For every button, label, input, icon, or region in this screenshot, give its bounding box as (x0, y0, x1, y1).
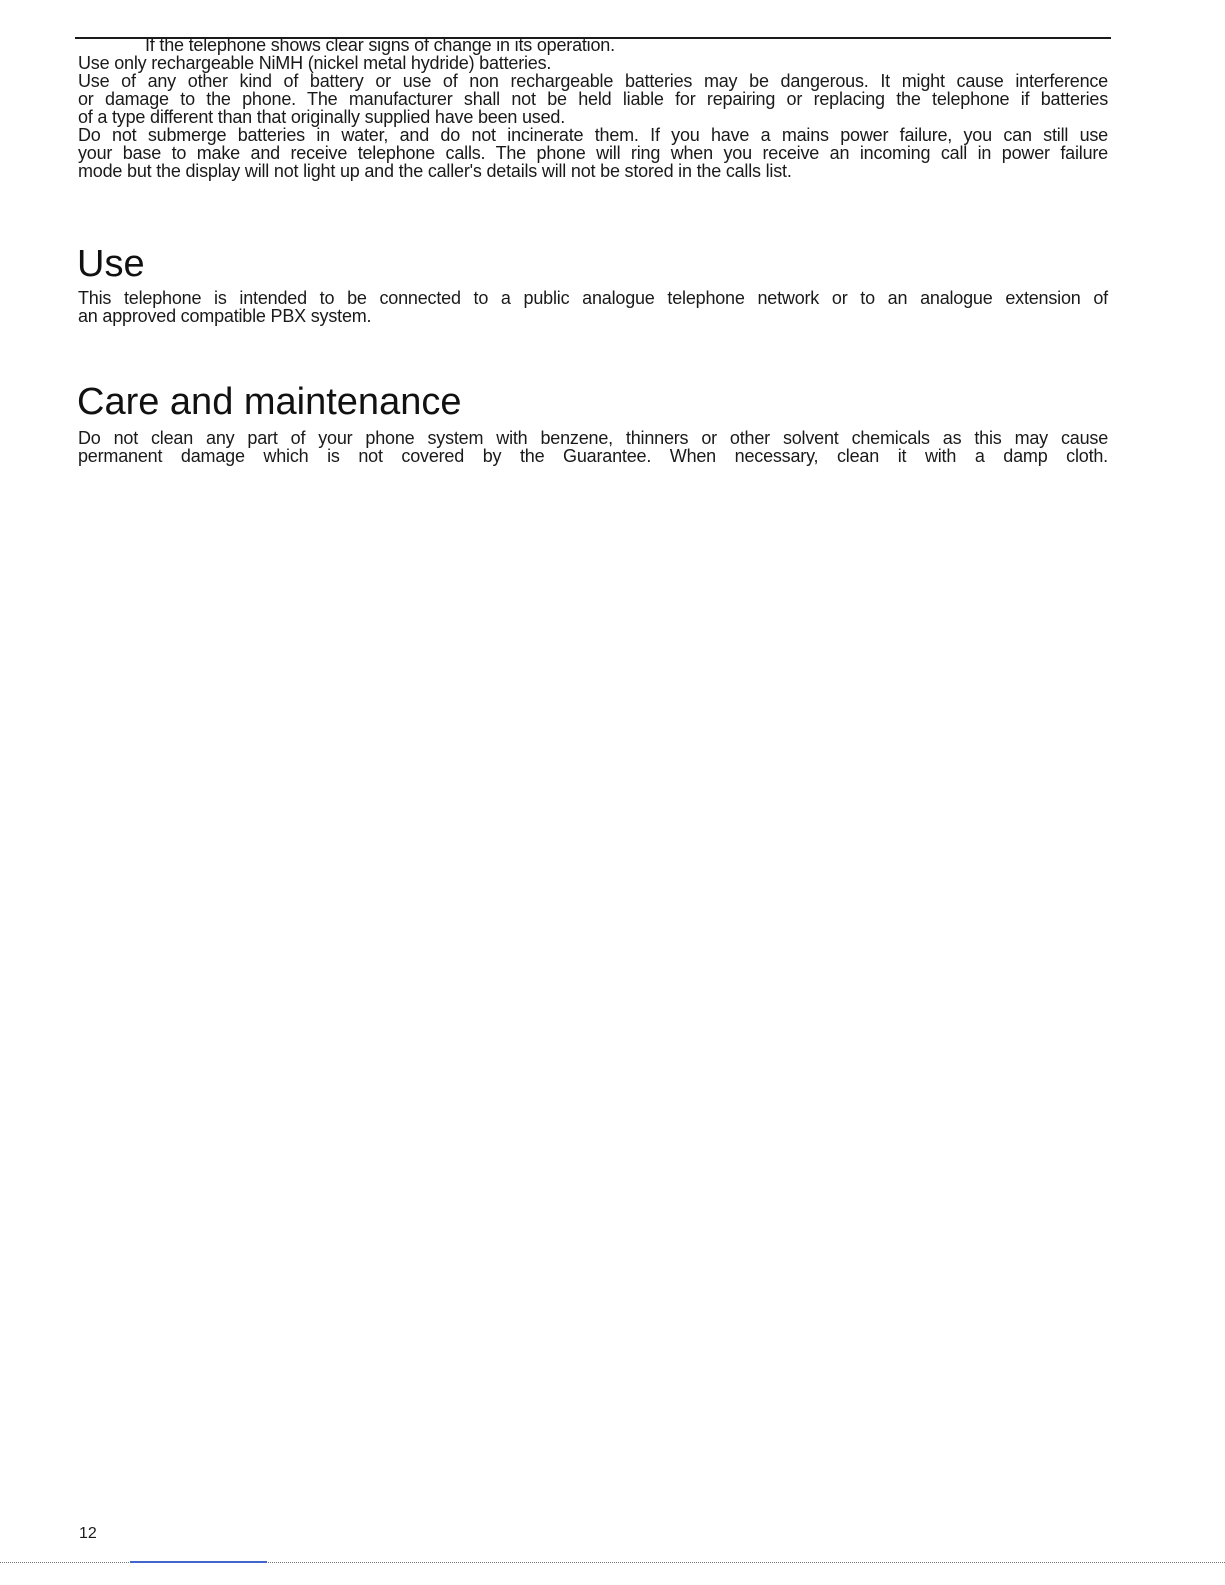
text-line: This telephone is intended to be connected to a public analogue telephone network or to an analogue extension of (78, 288, 1108, 308)
care-maintenance-heading: Care and maintenance (77, 381, 462, 423)
text-line: Do not submerge batteries in water, and do not incinerate them. If you have a mains power failure, you can still use (78, 125, 1108, 145)
battery-safety-text (78, 36, 1108, 180)
text-line: an approved compatible PBX system. (78, 306, 372, 326)
page-number: 12 (79, 1525, 97, 1542)
bottom-link-rule (130, 1561, 267, 1563)
text-line: mode but the display will not light up and the caller's details will not be stored in the calls list. (78, 161, 792, 181)
text-line: your base to make and receive telephone calls. The phone will ring when you receive an incoming call in power failure (78, 143, 1108, 163)
text-line: or damage to the phone. The manufacturer shall not be held liable for repairing or replacing the telephone if batteries (78, 89, 1108, 109)
text-line: Use only rechargeable NiMH (nickel metal hydride) batteries. (78, 53, 552, 73)
text-line: If the telephone shows clear signs of change in its operation. (145, 35, 615, 55)
text-line: Use of any other kind of battery or use of non rechargeable batteries may be dangerous. It might cause interference (78, 71, 1108, 91)
text-line: of a type different than that originally supplied have been used. (78, 107, 566, 127)
use-text (78, 289, 1108, 325)
care-maintenance-text (78, 429, 1108, 465)
text-line: Do not clean any part of your phone system with benzene, thinners or other solvent chemicals as this may cause (78, 428, 1108, 448)
text-line: permanent damage which is not covered by the Guarantee. When necessary, clean it with a damp cloth. (78, 446, 1108, 466)
use-heading: Use (77, 243, 145, 285)
